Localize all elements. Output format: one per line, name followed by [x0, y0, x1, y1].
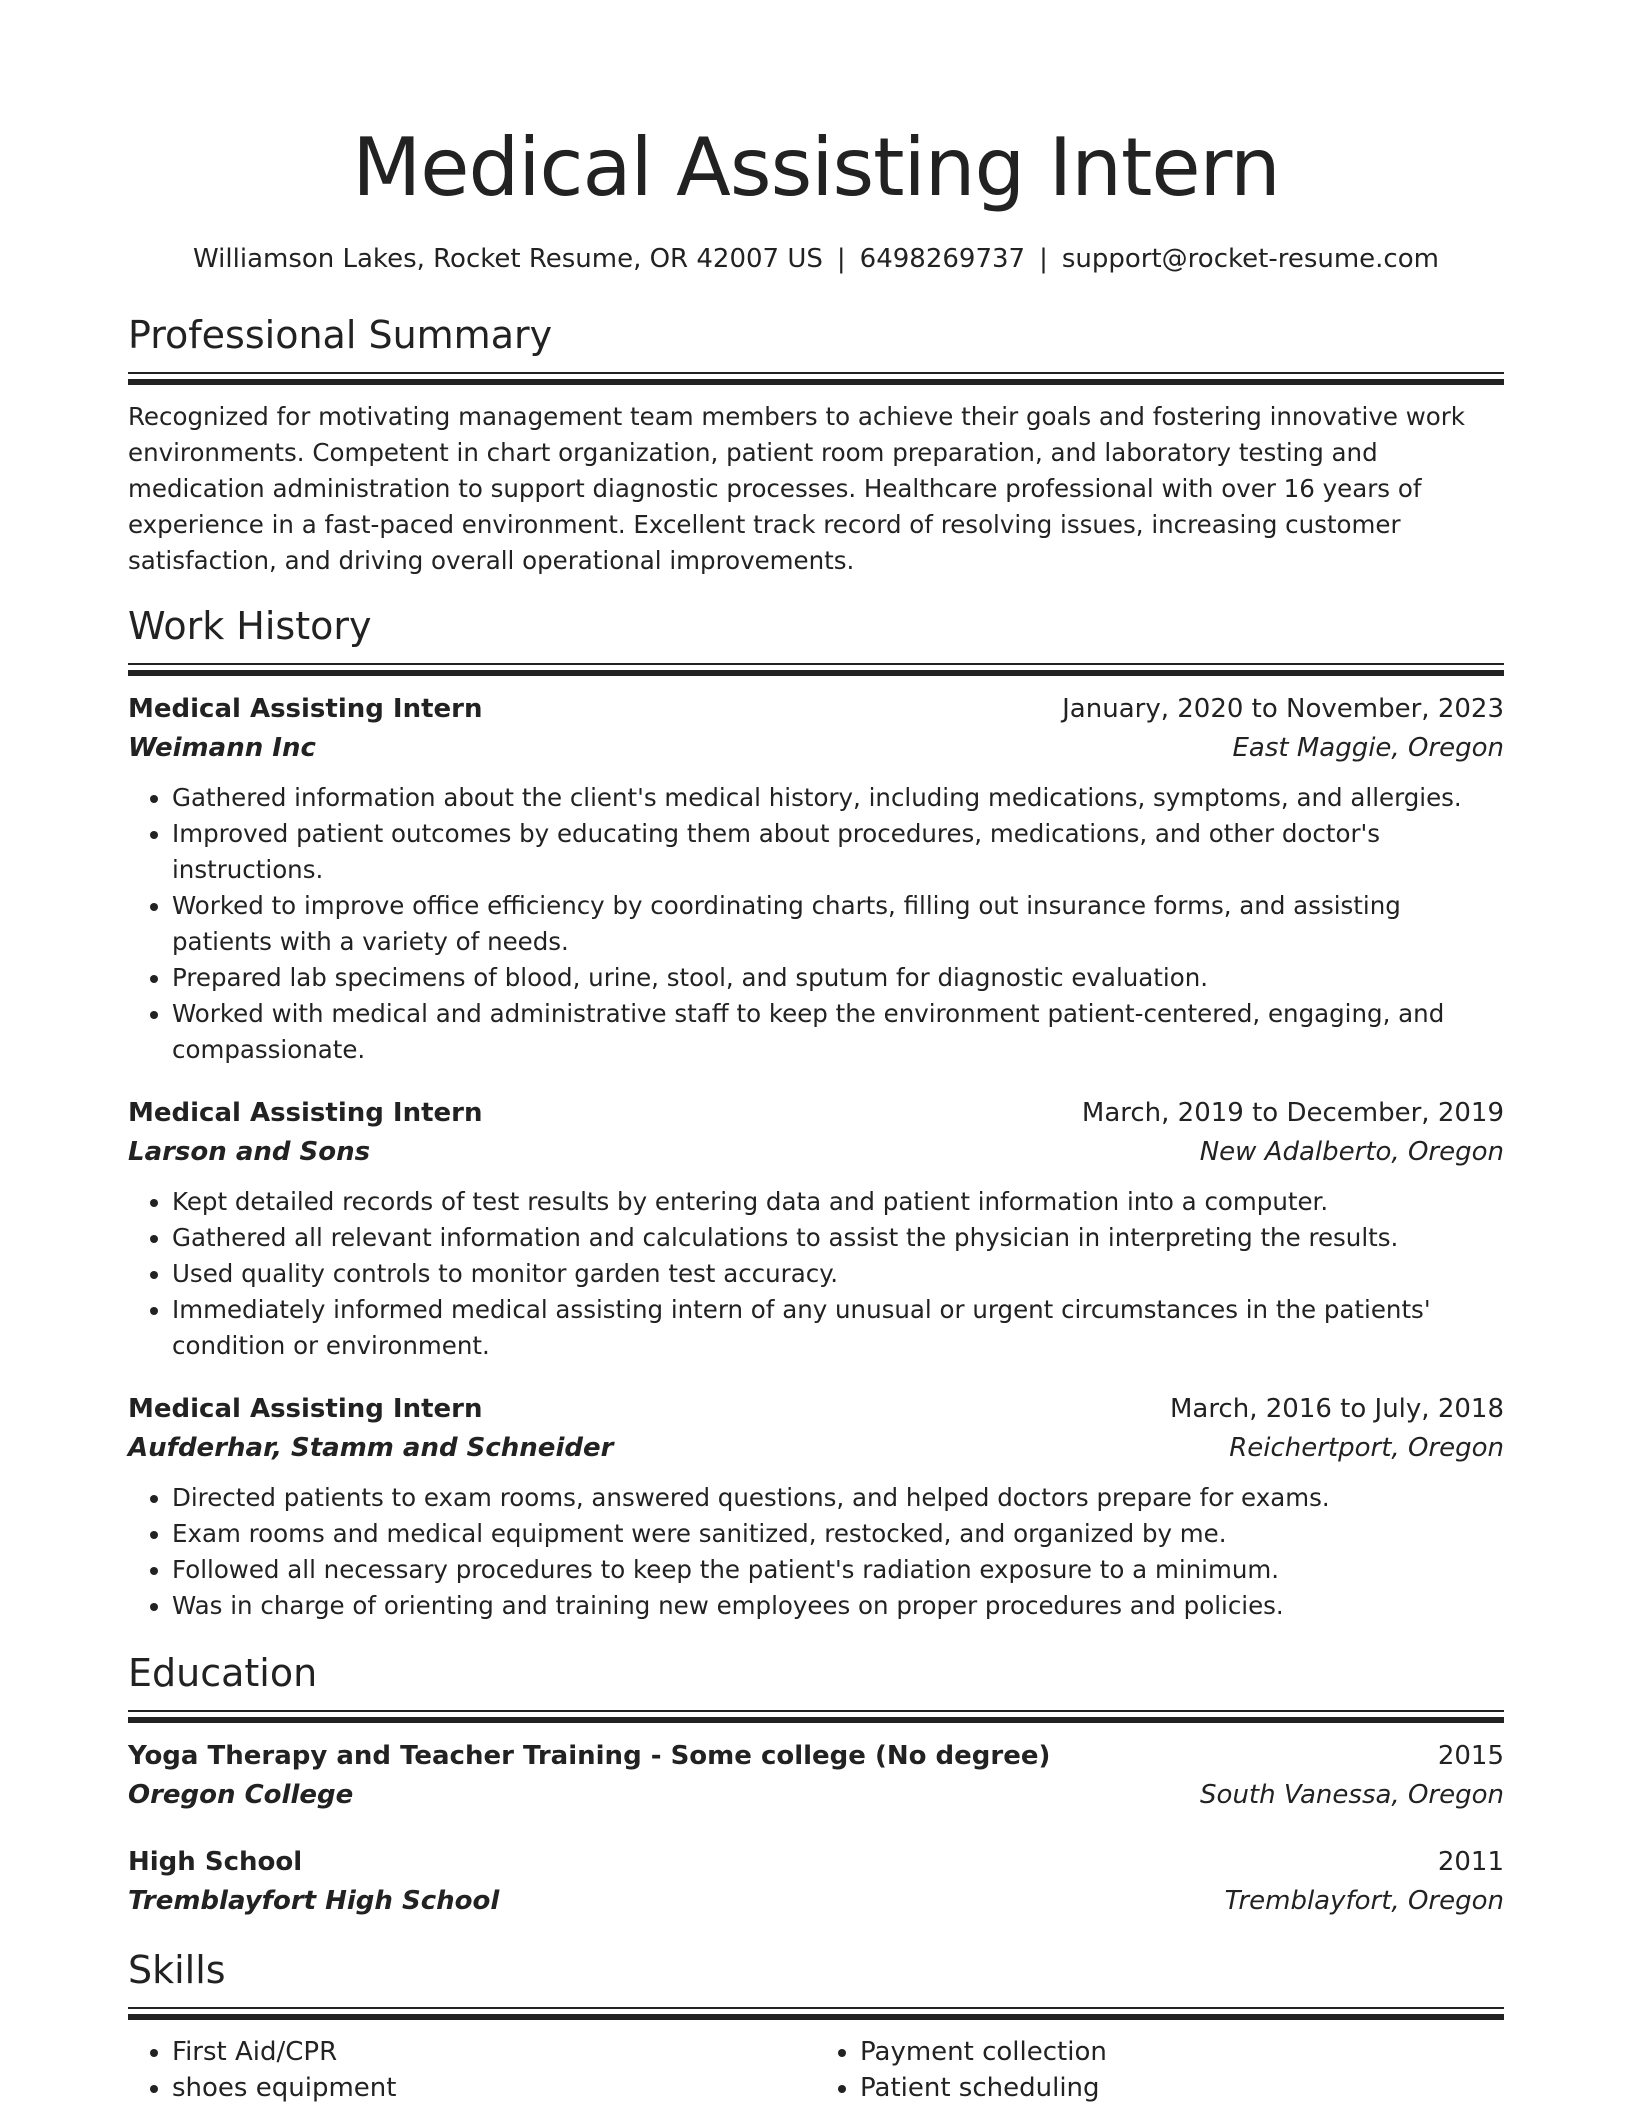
education-entry: [128, 1737, 1504, 1815]
education-year: 2011: [1437, 1847, 1504, 1877]
job-bullets: [128, 780, 1504, 1068]
list-item: • Directed patients to exam rooms, answered questions, and helped doctors prepare for exams.: [172, 1480, 1504, 1516]
contact-phone: 6498269737: [859, 244, 1026, 274]
job-dates: March, 2016 to July, 2018: [1169, 1394, 1504, 1424]
work-history-section: [128, 601, 1504, 1624]
list-item: • Gathered all relevant information and calculations to assist the physician in interpreting the results.: [172, 1220, 1504, 1256]
skills-column-left: [128, 2034, 816, 2106]
contact-email: support@rocket-resume.com: [1061, 244, 1439, 274]
education-section: [128, 1648, 1504, 1921]
list-item: • Gathered information about the client's medical history, including medications, symptoms, and allergies.: [172, 780, 1504, 816]
section-divider: [128, 1710, 1504, 1723]
job-company: Weimann Inc: [128, 733, 316, 763]
resume-name: Medical Assisting Intern: [352, 121, 1280, 214]
job-bullets: [128, 1480, 1504, 1624]
skill-item: • Payment collection: [860, 2034, 1504, 2070]
list-item: • Prepared lab specimens of blood, urine, stool, and sputum for diagnostic evaluation.: [172, 960, 1504, 996]
education-entry: [128, 1843, 1504, 1921]
skill-item: • Patient scheduling: [860, 2070, 1504, 2106]
skill-item: • First Aid/CPR: [172, 2034, 816, 2070]
section-divider: [128, 2007, 1504, 2020]
skills-list: [128, 2034, 1504, 2106]
skill-item: • shoes equipment: [172, 2070, 816, 2106]
contact-address: Williamson Lakes, Rocket Resume, OR 42007 US: [193, 244, 823, 274]
section-title-education: Education: [128, 1651, 318, 1695]
job-company: Larson and Sons: [128, 1137, 371, 1167]
job-title: Medical Assisting Intern: [128, 1098, 483, 1128]
list-item: • Worked with medical and administrative staff to keep the environment patient-centered, engaging, and compassionate.: [172, 996, 1504, 1068]
job-dates: March, 2019 to December, 2019: [1081, 1098, 1504, 1128]
section-title-work-history: Work History: [128, 604, 372, 648]
contact-separator: |: [836, 244, 846, 274]
education-year: 2015: [1437, 1741, 1504, 1771]
job-title: Medical Assisting Intern: [128, 694, 483, 724]
summary-text: Recognized for motivating management team members to achieve their goals and fostering innovative work environments. Competent in chart organization, patient room preparation, and laboratory testing and medication administration to support diagnostic processes. Healthcare professional with over 16 years of experience in a fast-paced environment. Excellent track record of resolving issues, increasing customer satisfaction, and driving overall operational improvements.: [128, 402, 1465, 575]
contact-separator: |: [1039, 244, 1048, 274]
list-item: • Followed all necessary procedures to keep the patient's radiation exposure to a minimum.: [172, 1552, 1504, 1588]
list-item: • Exam rooms and medical equipment were sanitized, restocked, and organized by me.: [172, 1516, 1504, 1552]
education-degree: High School: [128, 1847, 303, 1877]
education-school: Tremblayfort High School: [128, 1886, 500, 1916]
section-title-summary: Professional Summary: [128, 313, 553, 357]
job-location: New Adalberto, Oregon: [1199, 1137, 1504, 1167]
list-item: • Worked to improve office efficiency by coordinating charts, filling out insurance forms, and assisting patients with a variety of needs.: [172, 888, 1504, 960]
education-degree: Yoga Therapy and Teacher Training - Some college (No degree): [128, 1741, 1051, 1771]
education-school: Oregon College: [128, 1780, 354, 1810]
list-item: • Improved patient outcomes by educating them about procedures, medications, and other doctor's instructions.: [172, 816, 1504, 888]
section-divider: [128, 663, 1504, 676]
resume-page: [128, 0, 1504, 2106]
job-bullets: [128, 1184, 1504, 1364]
summary-section: [128, 310, 1504, 579]
section-divider: [128, 372, 1504, 385]
section-title-skills: Skills: [128, 1948, 226, 1992]
job-entry: [128, 1390, 1504, 1624]
education-location: South Vanessa, Oregon: [1200, 1780, 1504, 1810]
list-item: • Used quality controls to monitor garden test accuracy.: [172, 1256, 1504, 1292]
job-entry: [128, 1094, 1504, 1364]
job-location: East Maggie, Oregon: [1232, 733, 1504, 763]
job-company: Aufderhar, Stamm and Schneider: [128, 1433, 614, 1463]
job-title: Medical Assisting Intern: [128, 1394, 483, 1424]
skills-section: [128, 1945, 1504, 2106]
job-dates: January, 2020 to November, 2023: [1062, 694, 1504, 724]
list-item: • Kept detailed records of test results by entering data and patient information into a computer.: [172, 1184, 1504, 1220]
contact-line: [128, 242, 1504, 276]
job-entry: [128, 690, 1504, 1068]
skills-column-right: [816, 2034, 1504, 2106]
education-location: Tremblayfort, Oregon: [1224, 1886, 1504, 1916]
job-location: Reichertport, Oregon: [1229, 1433, 1504, 1463]
list-item: • Was in charge of orienting and training new employees on proper procedures and policies.: [172, 1588, 1504, 1624]
list-item: • Immediately informed medical assisting intern of any unusual or urgent circumstances in the patients' condition or environment.: [172, 1292, 1504, 1364]
